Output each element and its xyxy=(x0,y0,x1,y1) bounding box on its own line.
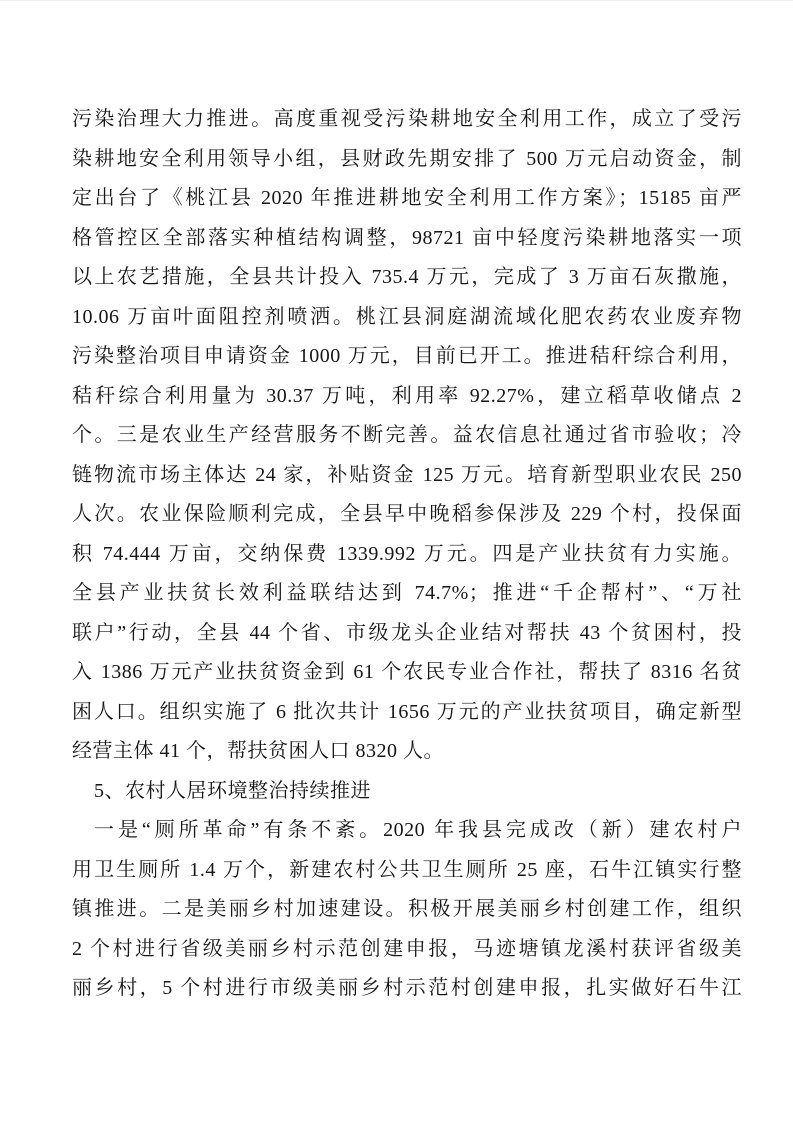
document-body xyxy=(72,100,742,1009)
text-line: 秸秆综合利用量为 30.37 万吨，利用率 92.27%，建立稻草收储点 2 xyxy=(72,384,742,407)
text-line: 困人口。组织实施了 6 批次共计 1656 万元的产业扶贫项目，确定新型 xyxy=(72,700,742,723)
text-line: 镇推进。二是美丽乡村加速建设。积极开展美丽乡村创建工作，组织 xyxy=(72,898,742,920)
text-line: 个。三是农业生产经营服务不断完善。益农信息社通过省市验收；冷 xyxy=(72,424,742,446)
text-line: 入 1386 万元产业扶贫资金到 61 个农民专业合作社，帮扶了 8316 名贫 xyxy=(72,661,742,683)
text-line: 积 74.444 万亩，交纳保费 1339.992 万元。四是产业扶贫有力实施。 xyxy=(72,542,742,565)
text-line: 以上农艺措施，全县共计投入 735.4 万元，完成了 3 万亩石灰撒施， xyxy=(72,266,742,288)
paragraph-toilet-revolution-beautiful-village xyxy=(72,811,742,1009)
text-line: 链物流市场主体达 24 家，补贴资金 125 万元。培育新型职业农民 250 xyxy=(72,463,742,486)
text-line: 人次。农业保险顺利完成，全县早中晚稻参保涉及 229 个村，投保面 xyxy=(72,503,742,525)
text-line: 10.06 万亩叶面阻控剂喷洒。桃江县洞庭湖流域化肥农药农业废弃物 xyxy=(72,305,742,328)
heading-item-5-rural-environment xyxy=(72,772,742,812)
text-line: 丽乡村，5 个村进行市级美丽乡村示范村创建申报，扎实做好石牛江 xyxy=(72,977,742,999)
text-line: 经营主体 41 个，帮扶贫困人口 8320 人。 xyxy=(72,740,444,762)
text-line: 全县产业扶贫长效利益联结达到 74.7%；推进“千企帮村”、“万社 xyxy=(72,582,742,604)
text-line: 5、农村人居环境整治持续推进 xyxy=(94,779,371,802)
text-line: 污染治理大力推进。高度重视受污染耕地安全利用工作，成立了受污 xyxy=(72,108,742,130)
text-line: 格管控区全部落实种植结构调整，98721 亩中轻度污染耕地落实一项 xyxy=(72,226,742,249)
text-line: 污染整治项目申请资金 1000 万元，目前已开工。推进秸秆综合利用， xyxy=(72,345,742,367)
text-line: 用卫生厕所 1.4 万个，新建农村公共卫生厕所 25 座，石牛江镇实行整 xyxy=(72,858,742,881)
text-line: 定出台了《桃江县 2020 年推进耕地安全利用工作方案》；15185 亩严 xyxy=(72,187,742,209)
text-line: 一是“厕所革命”有条不紊。2020 年我县完成改（新）建农村户 xyxy=(94,819,742,841)
text-line: 2 个村进行省级美丽乡村示范创建申报，马迹塘镇龙溪村获评省级美 xyxy=(72,937,742,960)
paragraph-agriculture-continued xyxy=(72,100,742,772)
text-line: 染耕地安全利用领导小组，县财政先期安排了 500 万元启动资金，制 xyxy=(72,147,742,170)
text-line: 联户”行动，全县 44 个省、市级龙头企业结对帮扶 43 个贫困村，投 xyxy=(72,621,742,644)
